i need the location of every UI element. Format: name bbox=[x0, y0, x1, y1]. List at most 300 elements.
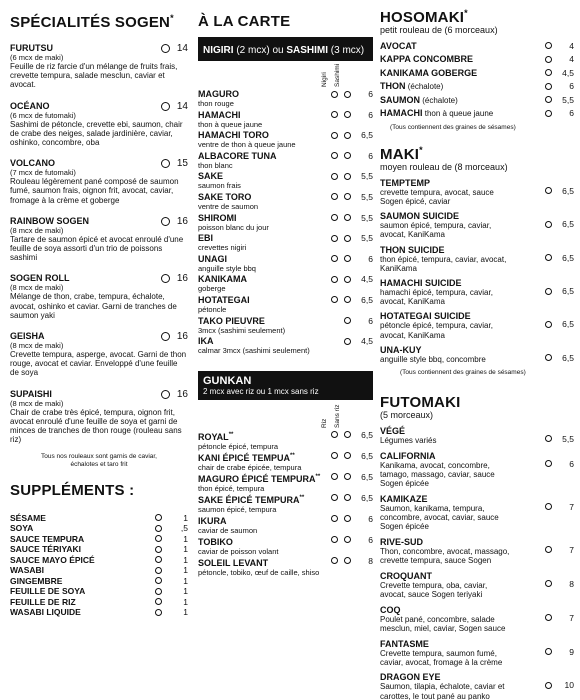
item-description: Kanikama, avocat, concombre, tamago, massago, caviar, sauce Sogen épicée bbox=[380, 460, 495, 489]
maki-row bbox=[380, 178, 574, 206]
item-name: HAMACHI SUICIDE bbox=[380, 278, 462, 288]
item-name: OCÉANO bbox=[10, 100, 50, 111]
item-name: KANIKAMA GOBERGE bbox=[380, 67, 478, 78]
order-circle-icon[interactable] bbox=[155, 588, 162, 595]
maki-row bbox=[380, 278, 574, 306]
supplement-order bbox=[155, 555, 188, 565]
item-order bbox=[161, 101, 188, 112]
item-description: Sashimi de pétoncle, crevette ebi, saumon, chair de crabe des neiges, salade jardinière, caviar, oshinko, concombre, oba bbox=[10, 119, 183, 148]
order-circle-icon[interactable] bbox=[344, 276, 351, 283]
order-circle-icon[interactable] bbox=[344, 515, 351, 522]
supplement-name: GINGEMBRE bbox=[10, 575, 63, 586]
item-price: 16 bbox=[176, 388, 188, 400]
specialite-item bbox=[10, 158, 188, 205]
item-description: Saumon, kanikama, tempura, concombre, avocat, caviar, sauce Sogen épicée bbox=[380, 503, 499, 532]
item-price: 6,5 bbox=[361, 294, 373, 305]
order-circle-icon[interactable] bbox=[155, 567, 162, 574]
item-order bbox=[545, 680, 574, 690]
item-order bbox=[545, 95, 574, 105]
item-order bbox=[331, 472, 373, 482]
menu-row bbox=[198, 192, 373, 213]
order-circle-icon[interactable] bbox=[344, 317, 351, 324]
item-price: 6,5 bbox=[562, 352, 574, 363]
maki-list bbox=[380, 178, 574, 364]
item-price: 16 bbox=[176, 215, 188, 227]
item-order bbox=[545, 68, 574, 78]
item-order bbox=[545, 545, 574, 555]
order-circle-icon[interactable] bbox=[161, 390, 170, 399]
supplement-order bbox=[155, 534, 188, 544]
order-circle-icon[interactable] bbox=[545, 546, 552, 553]
menu-row bbox=[198, 110, 373, 131]
item-order bbox=[545, 108, 574, 118]
item-portion: (8 mcx de maki) bbox=[10, 341, 64, 351]
item-price: 7 bbox=[569, 612, 574, 623]
order-circle-icon[interactable] bbox=[545, 354, 552, 361]
item-price: 6,5 bbox=[361, 450, 373, 461]
order-circle-icon[interactable] bbox=[331, 296, 338, 303]
order-circle-icon[interactable] bbox=[545, 56, 552, 63]
item-description: goberge bbox=[198, 284, 226, 294]
item-price: 6,5 bbox=[361, 492, 373, 503]
order-circle-icon[interactable] bbox=[545, 69, 552, 76]
item-description: ventre de thon à queue jaune bbox=[198, 140, 296, 150]
carte-column bbox=[198, 0, 373, 700]
order-circle-icon[interactable] bbox=[344, 536, 351, 543]
order-circle-icon[interactable] bbox=[545, 580, 552, 587]
item-description: pétoncle épicé, tempura, caviar, avocat, KaniKama bbox=[380, 321, 493, 340]
supplement-row bbox=[10, 533, 188, 544]
order-circle-icon[interactable] bbox=[344, 557, 351, 564]
supplement-order bbox=[155, 565, 188, 575]
order-circle-icon[interactable] bbox=[344, 152, 351, 159]
order-circle-icon[interactable] bbox=[344, 193, 351, 200]
menu-row bbox=[198, 556, 373, 584]
gunkan-banner: GUNKAN 2 mcx avec riz ou 1 mcx sans riz bbox=[198, 371, 373, 400]
item-name: FURUTSU bbox=[10, 43, 53, 53]
order-circle-icon[interactable] bbox=[331, 152, 338, 159]
item-order bbox=[331, 110, 373, 120]
nigiri-list bbox=[198, 89, 373, 357]
supplement-name: SÉSAME bbox=[10, 512, 46, 523]
supplement-name: WASABI bbox=[10, 565, 44, 576]
supplement-order bbox=[155, 576, 188, 586]
order-circle-icon[interactable] bbox=[344, 473, 351, 480]
item-star: ** bbox=[315, 473, 321, 480]
item-name: KAMIKAZE bbox=[380, 493, 428, 504]
item-name: UNA-KUY bbox=[380, 344, 422, 355]
item-order bbox=[331, 274, 373, 284]
supplement-name: SAUCE TÉRIYAKI bbox=[10, 544, 82, 555]
hosomaki-row bbox=[380, 108, 574, 122]
order-circle-icon[interactable] bbox=[155, 609, 162, 616]
order-circle-icon[interactable] bbox=[545, 503, 552, 510]
item-name: CROQUANT bbox=[380, 570, 432, 581]
item-order bbox=[331, 213, 373, 223]
hosomaki-title: HOSOMAKI* bbox=[380, 8, 468, 26]
supplement-price: 1 bbox=[183, 512, 188, 523]
item-description: ventre de saumon bbox=[198, 201, 259, 211]
supplement-order bbox=[155, 523, 188, 533]
item-description: Tartare de saumon épicé et avocat enroulé d'une feuille de soya assorti d'un trio de poissons sashimi bbox=[10, 234, 184, 263]
item-order bbox=[161, 331, 188, 342]
sashimi-label: Sashimi bbox=[334, 63, 341, 87]
specialite-item bbox=[10, 101, 188, 148]
order-circle-icon[interactable] bbox=[344, 452, 351, 459]
item-price: 6 bbox=[368, 89, 373, 99]
supplement-price: 1 bbox=[183, 586, 188, 597]
item-name: MAGURO ÉPICÉ TEMPURA** bbox=[198, 473, 321, 484]
order-circle-icon[interactable] bbox=[344, 255, 351, 262]
item-price: 5,5 bbox=[361, 233, 373, 244]
order-circle-icon[interactable] bbox=[344, 173, 351, 180]
item-order bbox=[331, 233, 373, 243]
order-circle-icon[interactable] bbox=[161, 274, 170, 283]
futomaki-row bbox=[380, 605, 574, 633]
item-description: 3mcx (sashimi seulement) bbox=[198, 325, 286, 335]
menu-row bbox=[198, 233, 373, 254]
item-price: 4,5 bbox=[562, 67, 574, 78]
item-description: crevette tempura, avocat, sauce Sogen épicé, caviar bbox=[380, 187, 494, 206]
maki-row bbox=[380, 211, 574, 239]
gunkan-list bbox=[198, 430, 373, 584]
item-price: 6 bbox=[569, 458, 574, 469]
item-price: 6 bbox=[368, 315, 373, 326]
item-order bbox=[161, 389, 188, 400]
order-circle-icon[interactable] bbox=[545, 42, 552, 49]
riz-label: Riz bbox=[321, 418, 328, 428]
nigiri-label: Nigiri bbox=[321, 72, 328, 87]
order-circle-icon[interactable] bbox=[545, 96, 552, 103]
item-description: pétoncle bbox=[198, 304, 227, 314]
item-price: 5,5 bbox=[562, 433, 574, 444]
specialite-item bbox=[10, 389, 188, 445]
item-price: 7 bbox=[569, 544, 574, 555]
item-description: Mélange de thon, crabe, tempura, échalote, avocat, oshinko et caviar. Garni de tranches de saumon yaki bbox=[10, 292, 177, 320]
supplement-row bbox=[10, 607, 188, 618]
item-order bbox=[545, 41, 574, 51]
maki-row bbox=[380, 311, 574, 339]
item-name: VOLCANO bbox=[10, 158, 55, 169]
futomaki-row bbox=[380, 639, 574, 667]
item-order bbox=[331, 430, 373, 440]
menu-row bbox=[198, 316, 373, 337]
item-description: saumon épicé, tempura, caviar, avocat, KaniKama bbox=[380, 221, 492, 240]
supplement-price: 1 bbox=[183, 575, 188, 586]
item-price: 6,5 bbox=[361, 429, 373, 440]
item-order bbox=[331, 89, 373, 99]
item-price: 6,5 bbox=[562, 252, 574, 263]
item-price: 4,5 bbox=[361, 336, 373, 347]
item-name: UNAGI bbox=[198, 253, 227, 264]
order-circle-icon[interactable] bbox=[331, 111, 338, 118]
order-circle-icon[interactable] bbox=[155, 535, 162, 542]
item-price: 9 bbox=[569, 646, 574, 657]
supplement-row bbox=[10, 512, 188, 523]
item-name: TAKO PIEUVRE bbox=[198, 315, 265, 326]
item-description: Crevette tempura, saumon fumé, caviar, avocat, fromage à la crème bbox=[380, 648, 503, 667]
order-circle-icon[interactable] bbox=[331, 536, 338, 543]
item-description: hamachi épicé, tempura, caviar, avocat, KaniKama bbox=[380, 288, 493, 307]
item-description: anguille style bbq, concombre bbox=[380, 354, 486, 364]
item-name: VÉGÉ bbox=[380, 425, 406, 436]
item-name: GEISHA bbox=[10, 331, 45, 342]
item-order bbox=[545, 186, 574, 196]
item-description: Rouleau légèrement pané composé de saumon fumé, saumon frais, oignon frit, avocat, caviar, fromage à la crème et goberge bbox=[10, 177, 179, 205]
item-portion: (6 mcx de futomaki) bbox=[10, 110, 76, 120]
order-circle-icon[interactable] bbox=[545, 435, 552, 442]
order-circle-icon[interactable] bbox=[161, 217, 170, 226]
item-price: 4 bbox=[569, 54, 574, 65]
hosomaki-row bbox=[380, 41, 574, 55]
order-circle-icon[interactable] bbox=[545, 460, 552, 467]
item-name: SAKE bbox=[198, 171, 224, 182]
item-name: HAMACHI TORO bbox=[198, 130, 269, 141]
item-description: Feuille de riz farcie d'un mélange de fruits frais, crevette tempura, salade mesclun, caviar et avocat. bbox=[10, 62, 178, 90]
item-name: SHIROMI bbox=[198, 212, 237, 223]
item-order bbox=[331, 514, 373, 524]
item-name: SAUMON SUICIDE bbox=[380, 211, 460, 222]
item-name: HAMACHI thon à queue jaune bbox=[380, 108, 494, 119]
item-order bbox=[545, 613, 574, 623]
order-circle-icon[interactable] bbox=[545, 110, 552, 117]
menu-row bbox=[198, 493, 373, 514]
order-circle-icon[interactable] bbox=[155, 514, 162, 521]
order-circle-icon[interactable] bbox=[331, 452, 338, 459]
order-circle-icon[interactable] bbox=[331, 132, 338, 139]
order-circle-icon[interactable] bbox=[344, 431, 351, 438]
specialites-note: Tous nos rouleaux sont garnis de caviar, échalotes et taro frit bbox=[41, 453, 157, 469]
item-price: 8 bbox=[368, 555, 373, 566]
item-detail: thon à queue jaune bbox=[422, 109, 494, 119]
menu-row bbox=[198, 514, 373, 535]
item-order bbox=[331, 130, 373, 140]
order-circle-icon[interactable] bbox=[155, 525, 162, 532]
order-circle-icon[interactable] bbox=[331, 515, 338, 522]
order-circle-icon[interactable] bbox=[545, 614, 552, 621]
item-description: Poulet pané, concombre, salade mesclun, miel, caviar, Sogen sauce bbox=[380, 614, 506, 633]
item-price: 6 bbox=[368, 513, 373, 524]
order-circle-icon[interactable] bbox=[344, 111, 351, 118]
item-name: RIVE-SUD bbox=[380, 536, 424, 547]
supplement-name: FEUILLE DE RIZ bbox=[10, 596, 76, 607]
item-order bbox=[545, 319, 574, 329]
item-star: ** bbox=[290, 452, 295, 459]
item-name: MAGURO bbox=[198, 89, 239, 99]
item-description: thon épicé, tempura, caviar, avocat, KaniKama bbox=[380, 254, 507, 273]
item-name: TEMPTEMP bbox=[380, 177, 431, 188]
supplement-price: 1 bbox=[183, 533, 188, 544]
item-description: Chair de crabe très épicé, tempura, oignon frit, avocat enroulé d'une feuille de soya et garni de minces de tranches de thon rouge (rouleau sans riz) bbox=[10, 407, 182, 445]
order-circle-icon[interactable] bbox=[545, 187, 552, 194]
item-name: FANTASME bbox=[380, 638, 429, 649]
order-circle-icon[interactable] bbox=[331, 494, 338, 501]
order-circle-icon[interactable] bbox=[344, 132, 351, 139]
specialite-item bbox=[10, 331, 188, 378]
item-portion: (8 mcx de maki) bbox=[10, 398, 64, 408]
item-order bbox=[161, 158, 188, 169]
item-order bbox=[545, 253, 574, 263]
supplements-title: SUPPLÉMENTS : bbox=[10, 482, 135, 500]
item-name: HAMACHI bbox=[198, 109, 241, 120]
order-circle-icon[interactable] bbox=[161, 332, 170, 341]
hosomaki-list bbox=[380, 41, 574, 122]
order-circle-icon[interactable] bbox=[331, 173, 338, 180]
item-price: 6 bbox=[569, 108, 574, 119]
order-circle-icon[interactable] bbox=[545, 288, 552, 295]
order-circle-icon[interactable] bbox=[161, 159, 170, 168]
order-circle-icon[interactable] bbox=[545, 221, 552, 228]
item-order bbox=[331, 556, 373, 566]
item-order bbox=[331, 171, 373, 181]
order-circle-icon[interactable] bbox=[344, 494, 351, 501]
item-description: pétoncle épicé, tempura bbox=[198, 441, 279, 451]
supplement-price: ,5 bbox=[180, 523, 188, 534]
order-circle-icon[interactable] bbox=[155, 577, 162, 584]
menu-row bbox=[198, 472, 373, 493]
order-circle-icon[interactable] bbox=[331, 431, 338, 438]
item-name: IKA bbox=[198, 336, 214, 347]
specialites-title: SPÉCIALITÉS SOGEN* bbox=[10, 13, 174, 31]
item-description: thon blanc bbox=[198, 160, 233, 170]
item-description: Crevette tempura, asperge, avocat. Garni de thon rouge, avocat et caviar. Enveloppé d'une feuille de soya bbox=[10, 350, 187, 378]
item-name: ALBACORE TUNA bbox=[198, 150, 277, 161]
item-name: AVOCAT bbox=[380, 40, 417, 51]
item-description: pétoncle, tobiko, œuf de caille, shiso bbox=[198, 567, 320, 577]
item-price: 5,5 bbox=[361, 171, 373, 182]
item-order bbox=[331, 493, 373, 503]
order-circle-icon[interactable] bbox=[344, 296, 351, 303]
order-circle-icon[interactable] bbox=[155, 556, 162, 563]
supplement-price: 1 bbox=[183, 565, 188, 576]
order-circle-icon[interactable] bbox=[155, 546, 162, 553]
maki-row bbox=[380, 245, 574, 273]
menu-row bbox=[198, 535, 373, 556]
futomaki-title: FUTOMAKI bbox=[380, 394, 461, 412]
order-circle-icon[interactable] bbox=[161, 44, 170, 53]
item-description: Légumes variés bbox=[380, 435, 437, 445]
hosomaki-row bbox=[380, 68, 574, 82]
item-detail: (échalote) bbox=[420, 95, 458, 105]
item-order bbox=[545, 459, 574, 469]
maki-subtitle: moyen rouleau de (8 morceaux) bbox=[380, 161, 508, 172]
item-name: EBI bbox=[198, 233, 214, 244]
supplement-row bbox=[10, 586, 188, 597]
item-price: 16 bbox=[176, 273, 188, 285]
item-star: ** bbox=[228, 431, 234, 438]
item-name: DRAGON EYE bbox=[380, 672, 441, 683]
supplement-name: WASABI LIQUIDE bbox=[10, 607, 81, 618]
item-order bbox=[545, 353, 574, 363]
item-order bbox=[331, 535, 373, 545]
item-name: IKURA bbox=[198, 515, 227, 526]
item-description: caviar de poisson volant bbox=[198, 546, 279, 556]
order-circle-icon[interactable] bbox=[331, 91, 338, 98]
item-description: chair de crabe épicée, tempura bbox=[198, 462, 302, 472]
order-circle-icon[interactable] bbox=[344, 235, 351, 242]
order-circle-icon[interactable] bbox=[344, 214, 351, 221]
order-circle-icon[interactable] bbox=[331, 235, 338, 242]
item-order bbox=[545, 54, 574, 64]
item-order bbox=[545, 579, 574, 589]
item-name: THON (échalote) bbox=[380, 81, 444, 92]
futomaki-row bbox=[380, 537, 574, 565]
futomaki-row bbox=[380, 494, 574, 532]
item-price: 7 bbox=[569, 501, 574, 512]
item-order bbox=[545, 434, 574, 444]
item-name: THON SUICIDE bbox=[380, 244, 445, 255]
supplement-order bbox=[155, 513, 188, 523]
item-price: 15 bbox=[176, 158, 188, 170]
item-name: SAKE ÉPICÉ TEMPURA** bbox=[198, 494, 305, 505]
item-price: 6,5 bbox=[361, 130, 373, 141]
order-circle-icon[interactable] bbox=[331, 255, 338, 262]
supplement-row bbox=[10, 544, 188, 555]
menu-row bbox=[198, 336, 373, 357]
item-price: 5,5 bbox=[562, 94, 574, 105]
item-order bbox=[331, 151, 373, 161]
nigiri-banner: NIGIRI (2 mcx) ou SASHIMI (3 mcx) bbox=[198, 37, 373, 61]
item-order bbox=[161, 216, 188, 227]
maki-note: (Tous contiennent des graines de sésames) bbox=[400, 369, 526, 377]
specialite-item bbox=[10, 216, 188, 263]
item-name: HOTATEGAI SUICIDE bbox=[380, 311, 471, 322]
order-circle-icon[interactable] bbox=[331, 473, 338, 480]
supplement-order bbox=[155, 597, 188, 607]
order-circle-icon[interactable] bbox=[545, 682, 552, 689]
order-circle-icon[interactable] bbox=[344, 91, 351, 98]
order-circle-icon[interactable] bbox=[545, 321, 552, 328]
order-circle-icon[interactable] bbox=[155, 598, 162, 605]
maki-title: MAKI* bbox=[380, 144, 423, 163]
order-circle-icon[interactable] bbox=[161, 102, 170, 111]
item-description: thon à queue jaune bbox=[198, 119, 263, 129]
item-star: ** bbox=[299, 494, 305, 501]
item-description: poisson blanc du jour bbox=[198, 222, 269, 232]
item-order bbox=[161, 273, 188, 284]
item-description: crevettes nigiri bbox=[198, 243, 247, 253]
supplement-price: 1 bbox=[183, 596, 188, 607]
order-circle-icon[interactable] bbox=[331, 193, 338, 200]
gunkan-column-labels bbox=[198, 400, 373, 430]
menu-row bbox=[198, 430, 373, 451]
item-name: TOBIKO bbox=[198, 536, 233, 547]
futomaki-row bbox=[380, 672, 574, 700]
item-price: 5,5 bbox=[361, 212, 373, 223]
supplement-name: SAUCE MAYO ÉPICÉ bbox=[10, 554, 95, 565]
item-description: anguille style bbq bbox=[198, 263, 256, 273]
item-name: RAINBOW SOGEN bbox=[10, 215, 90, 226]
order-circle-icon[interactable] bbox=[331, 214, 338, 221]
item-price: 6 bbox=[368, 534, 373, 545]
item-price: 16 bbox=[176, 331, 188, 343]
supplement-name: SAUCE TEMPURA bbox=[10, 533, 85, 544]
order-circle-icon[interactable] bbox=[331, 276, 338, 283]
order-circle-icon[interactable] bbox=[545, 83, 552, 90]
specialite-item bbox=[10, 43, 188, 90]
order-circle-icon[interactable] bbox=[545, 254, 552, 261]
order-circle-icon[interactable] bbox=[331, 557, 338, 564]
item-order bbox=[331, 336, 373, 346]
order-circle-icon[interactable] bbox=[545, 648, 552, 655]
rouleaux-column bbox=[380, 0, 574, 700]
item-description: calmar 3mcx (sashimi seulement) bbox=[198, 346, 310, 356]
item-price: 4,5 bbox=[361, 274, 373, 285]
order-circle-icon[interactable] bbox=[344, 338, 351, 345]
item-order bbox=[331, 295, 373, 305]
supplement-row bbox=[10, 523, 188, 534]
carte-title: À LA CARTE bbox=[198, 13, 291, 30]
